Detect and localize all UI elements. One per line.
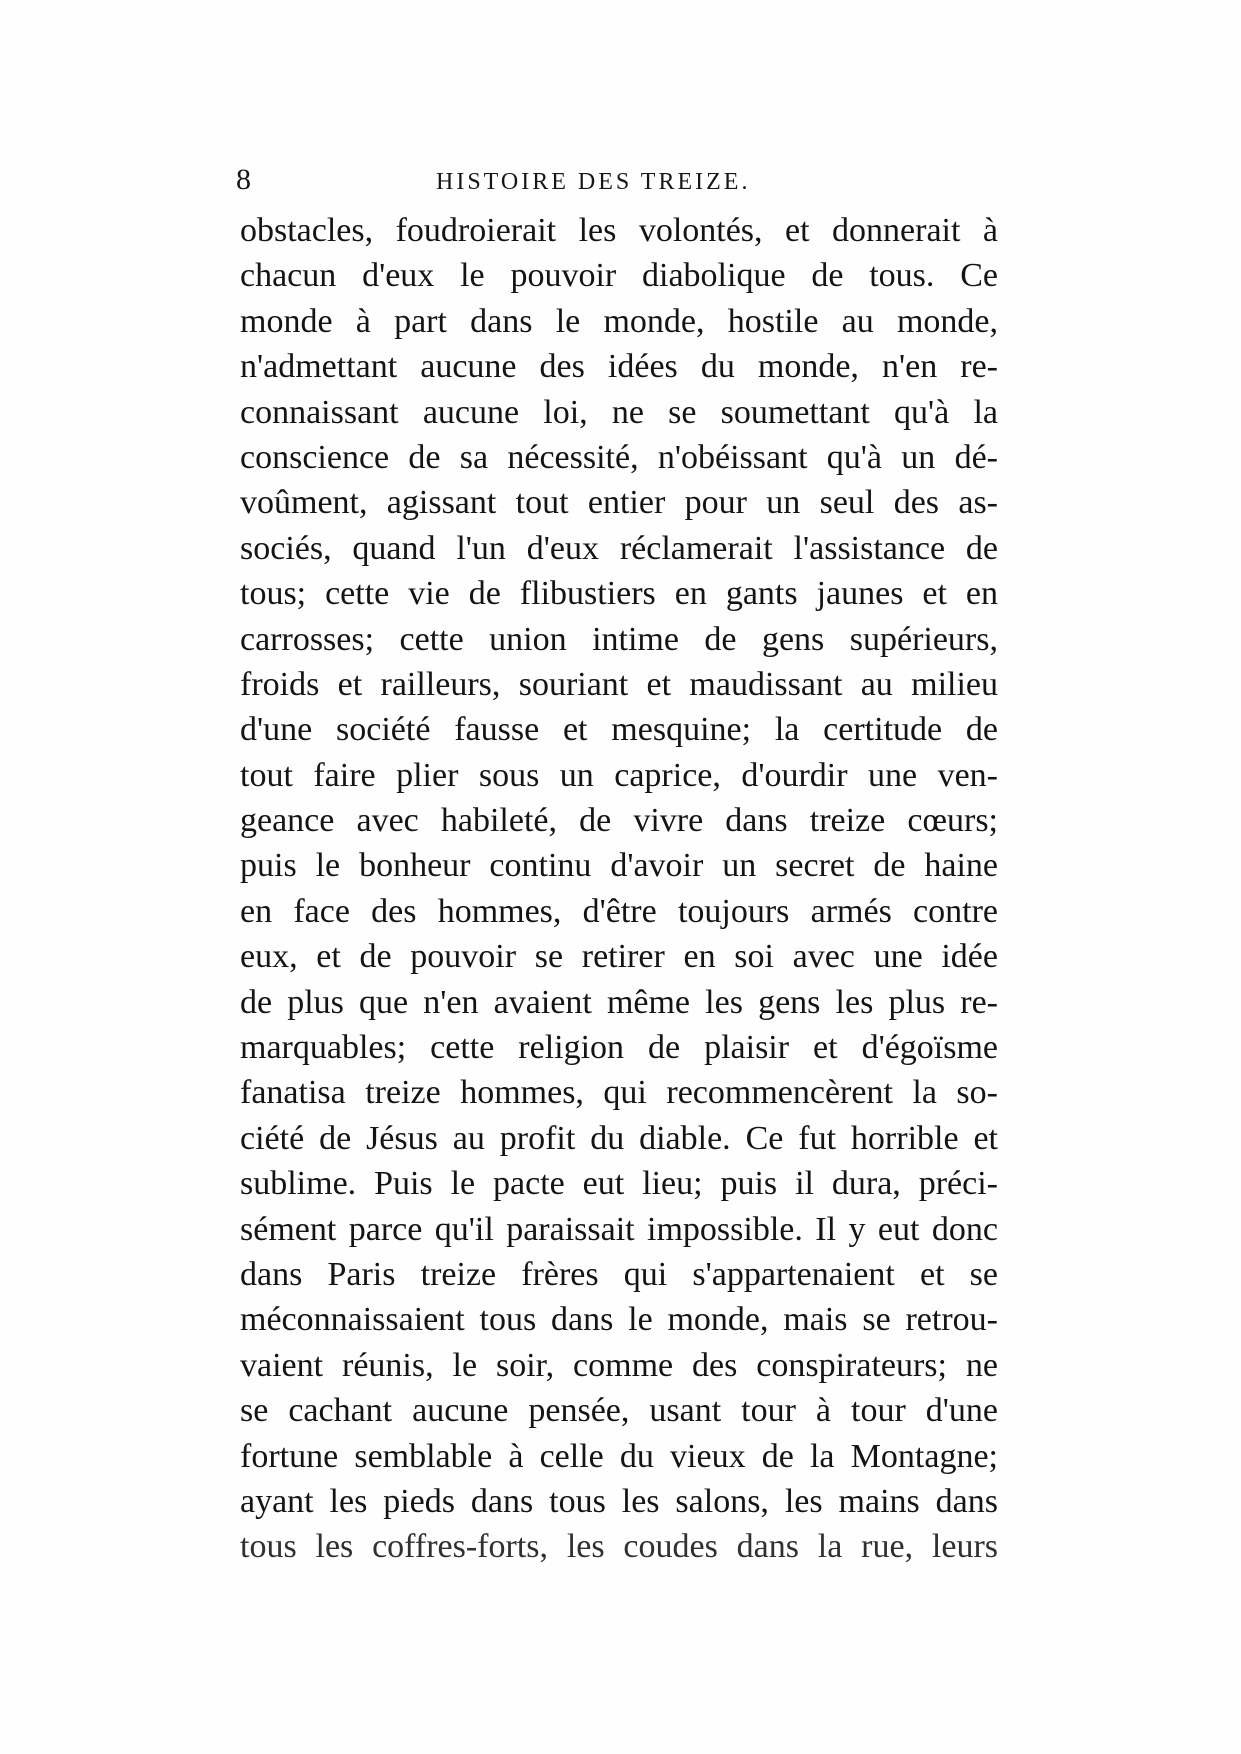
text-line: eux, et de pouvoir se retirer en soi avec une idée — [240, 938, 998, 976]
text-line: monde à part dans le monde, hostile au monde, — [240, 302, 998, 340]
text-line: sément parce qu'il paraissait impossible. Il y eut donc — [240, 1210, 998, 1248]
text-line: obstacles, foudroierait les volontés, et donnerait à — [240, 212, 998, 249]
text-line: ciété de Jésus au profit du diable. Ce fut horrible et — [240, 1119, 998, 1157]
page-number: 8 — [236, 163, 251, 196]
text-line: sublime. Puis le pacte eut lieu; puis il dura, préci- — [240, 1165, 998, 1203]
text-line: tous; cette vie de flibustiers en gants jaunes et en — [240, 575, 998, 613]
text-line: conscience de sa nécessité, n'obéissant qu'à un dé- — [240, 438, 998, 476]
text-line: fanatisa treize hommes, qui recommencèrent la so- — [240, 1074, 998, 1112]
text-line: vaient réunis, le soir, comme des conspirateurs; ne — [240, 1346, 998, 1384]
text-line: tous les coffres-forts, les coudes dans la rue, leurs — [240, 1528, 998, 1566]
text-line: geance avec habileté, de vivre dans treize cœurs; — [240, 802, 998, 840]
running-title: HISTOIRE DES TREIZE. — [436, 169, 751, 195]
text-line: carrosses; cette union intime de gens supérieurs, — [240, 620, 998, 658]
text-line: connaissant aucune loi, ne se soumettant qu'à la — [240, 393, 998, 431]
body-text — [240, 208, 998, 1570]
text-line: marquables; cette religion de plaisir et d'égoïsme — [240, 1029, 998, 1067]
text-line: sociés, quand l'un d'eux réclamerait l'assistance de — [240, 529, 998, 567]
text-line: chacun d'eux le pouvoir diabolique de tous. Ce — [240, 257, 998, 295]
text-line: fortune semblable à celle du vieux de la Montagne; — [240, 1437, 998, 1475]
text-line: de plus que n'en avaient même les gens les plus re- — [240, 983, 998, 1021]
text-line: voûment, agissant tout entier pour un seul des as- — [240, 484, 998, 522]
text-line: d'une société fausse et mesquine; la certitude de — [240, 711, 998, 749]
text-line: n'admettant aucune des idées du monde, n'en re- — [240, 348, 998, 386]
text-line: méconnaissaient tous dans le monde, mais se retrou- — [240, 1301, 998, 1339]
running-head — [236, 160, 996, 200]
text-line: en face des hommes, d'être toujours armés contre — [240, 892, 998, 930]
text-line: tout faire plier sous un caprice, d'ourdir une ven- — [240, 756, 998, 794]
text-line: ayant les pieds dans tous les salons, les mains dans — [240, 1482, 998, 1520]
text-line: puis le bonheur continu d'avoir un secret de haine — [240, 847, 998, 885]
text-line: dans Paris treize frères qui s'appartenaient et se — [240, 1255, 998, 1293]
text-line: froids et railleurs, souriant et maudissant au milieu — [240, 665, 998, 703]
text-line: se cachant aucune pensée, usant tour à tour d'une — [240, 1392, 998, 1430]
